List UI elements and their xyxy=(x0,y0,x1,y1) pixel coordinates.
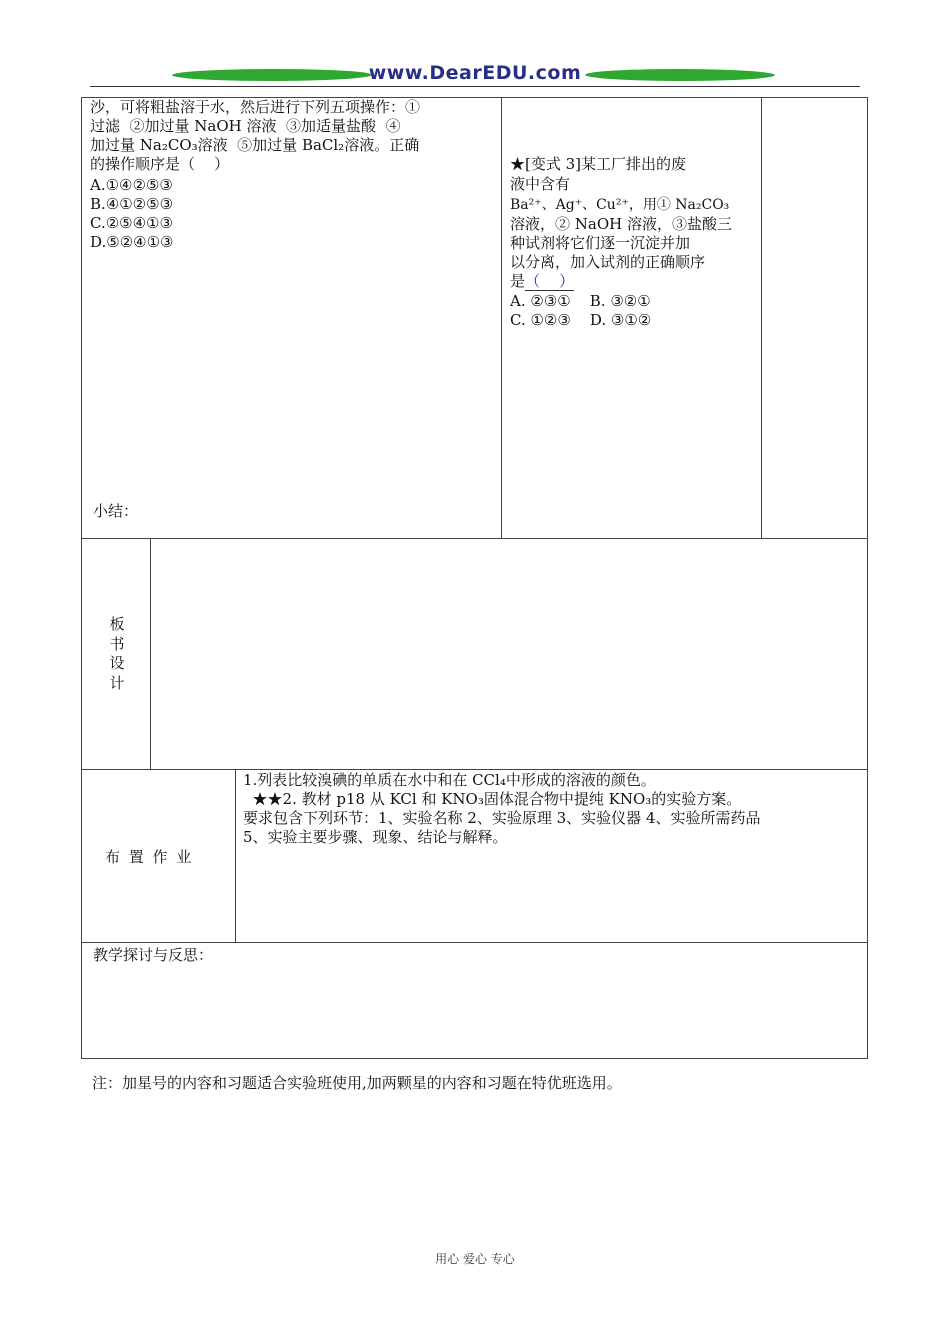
exercise-line: 沙，可将粗盐溶于水，然后进行下列五项操作：① xyxy=(90,98,421,116)
homework-line: 要求包含下列环节：1、实验名称 2、实验原理 3、实验仪器 4、实验所需药品 xyxy=(243,809,761,827)
board-design-label xyxy=(107,615,127,693)
page-header xyxy=(90,62,860,90)
homework-label: 布 置 作 业 xyxy=(105,848,194,866)
homework-line: 5、实验主要步骤、现象、结论与解释。 xyxy=(243,828,508,846)
variant-options-cd: C. ①②③ D. ③①② xyxy=(510,311,652,329)
summary-label: 小结： xyxy=(93,502,139,520)
footnote: 注：加星号的内容和习题适合实验班使用,加两颗星的内容和习题在特优班选用。 xyxy=(92,1074,622,1092)
variant-line: 种试剂将它们逐一沉淀并加 xyxy=(510,234,691,252)
label-char: 设 xyxy=(109,654,125,672)
variant-line: Ba²⁺、Ag⁺、Cu²⁺，用① Na₂CO₃ xyxy=(510,197,730,213)
lesson-table xyxy=(81,97,868,1059)
variant-answer-line xyxy=(510,272,574,291)
variant-line: 液中含有 xyxy=(510,175,571,193)
exercise-line: 过滤 ②加过量 NaOH 溶液 ③加适量盐酸 ④ xyxy=(90,117,401,135)
answer-blank: （ ） xyxy=(525,272,575,290)
option-b: B.④①②⑤③ xyxy=(90,195,174,213)
variant-options-ab: A. ②③① B. ③②① xyxy=(510,292,651,310)
option-d: D.⑤②④①③ xyxy=(90,233,174,251)
divider xyxy=(761,97,762,539)
divider xyxy=(235,769,236,943)
divider xyxy=(501,97,502,539)
variant-line: 溶液，② NaOH 溶液，③盐酸三 xyxy=(510,215,732,233)
option-a: A.①④②⑤③ xyxy=(90,176,173,194)
variant-line: ★[变式 3]某工厂排出的废 xyxy=(510,155,687,173)
site-logo[interactable]: www.DearEDU.com xyxy=(368,62,582,84)
reflection-label: 教学探讨与反思： xyxy=(93,946,214,964)
page-footer: 用心 爱心 专心 xyxy=(435,1252,515,1266)
label-char: 板 xyxy=(109,615,125,633)
option-c: C.②⑤④①③ xyxy=(90,214,173,232)
variant-line: 以分离，加入试剂的正确顺序 xyxy=(510,253,706,271)
exercise-line: 加过量 Na₂CO₃溶液 ⑤加过量 BaCl₂溶液。正确 xyxy=(90,136,420,154)
header-rule xyxy=(90,86,860,87)
label-char: 书 xyxy=(109,634,125,653)
exercise-line: 的操作顺序是（ ） xyxy=(90,155,230,173)
homework-line: ★★2. 教材 p18 从 KCl 和 KNO₃固体混合物中提纯 KNO₃的实验方案。 xyxy=(243,790,742,808)
answer-prefix: 是 xyxy=(510,272,526,290)
divider xyxy=(150,538,151,770)
homework-line: 1.列表比较溴碘的单质在水中和在 CCl₄中形成的溶液的颜色。 xyxy=(243,771,656,789)
board-design-section xyxy=(81,538,868,770)
label-char: 计 xyxy=(109,673,125,692)
